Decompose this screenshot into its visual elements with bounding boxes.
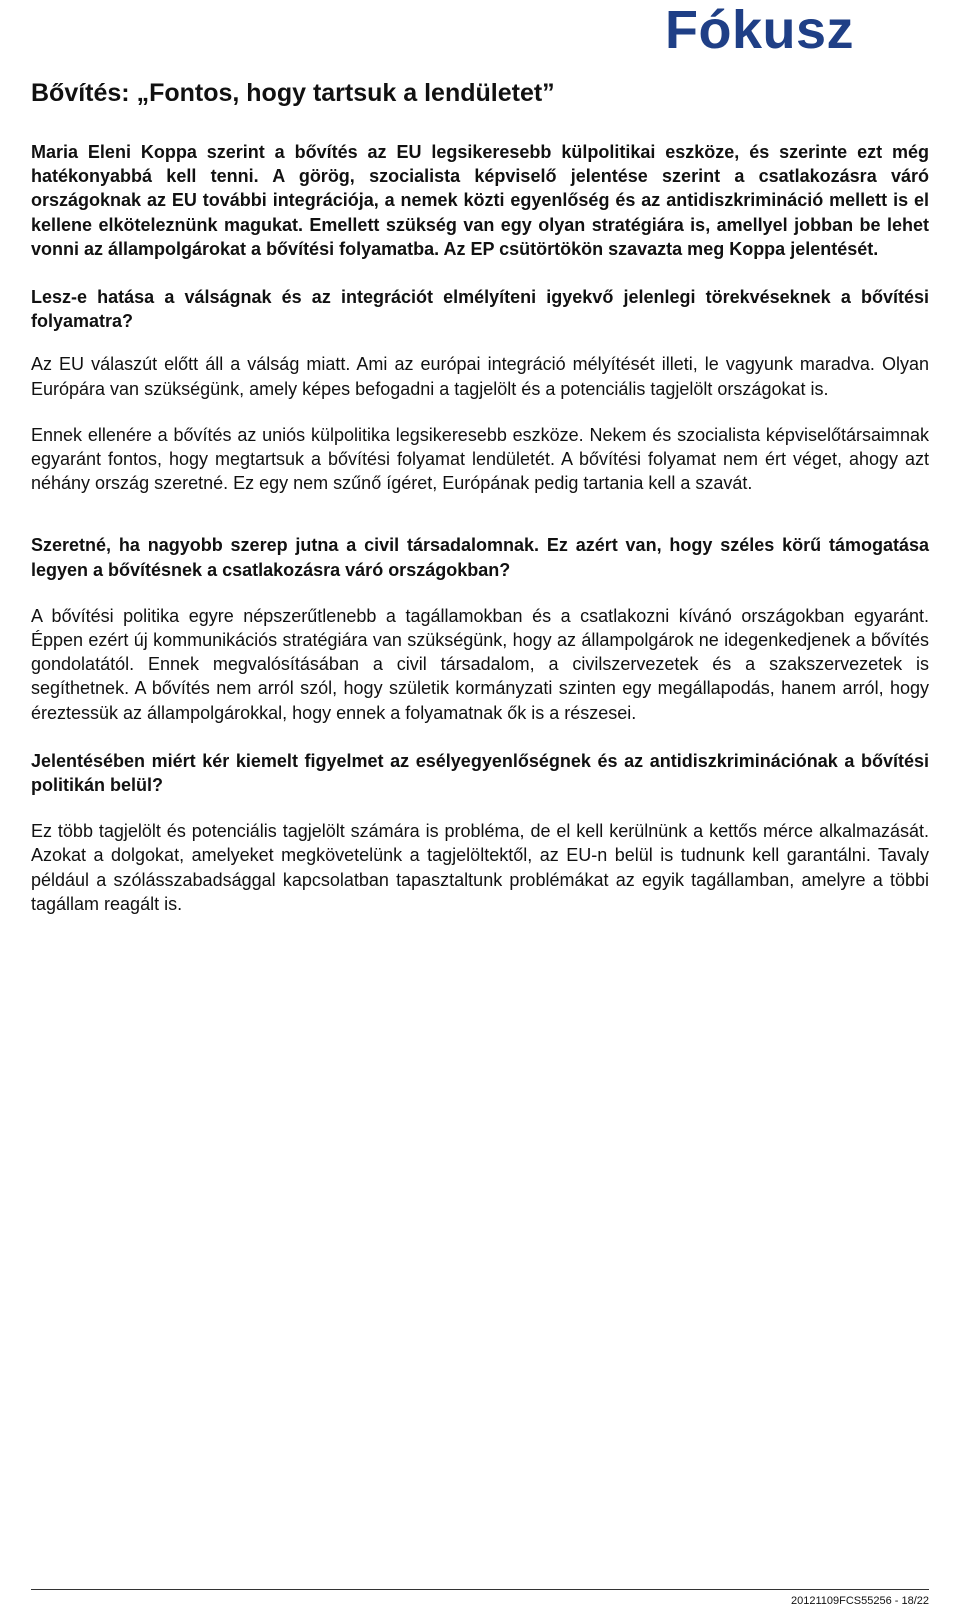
lead-paragraph: Maria Eleni Koppa szerint a bővítés az EU legsikeresebb külpolitikai eszköze, és szerinte ezt még hatékonyabbá kell tenni. A görög, szocialista képviselő jelentése szerint a csatlakozásra váró országoknak az EU további integrációja, a nemek közti egyenlőség és az antidiszkrimináció mellett is el kellene elköteleznünk magukat. Emellett szükség van egy olyan stratégiára is, amellyel jobban be lehet vonni az állampolgárokat a bővítési folyamatba. Az EP csütörtökön szavazta meg Koppa jelentését. xyxy=(31,142,929,259)
interview-question-1: Lesz-e hatása a válságnak és az integrációt elmélyíteni igyekvő jelenlegi törekvéseknek a bővítési folyamatra? xyxy=(31,287,929,332)
interview-answer-3: Ez több tagjelölt és potenciális tagjelölt számára is probléma, de el kell kerülnünk a kettős mérce alkalmazását. Azokat a dolgokat, amelyeket megkövetelünk a tagjelöltektől, az EU-n belül is tudnunk kell garantálni. Tavaly például a szólásszabadsággal kapcsolatban tapasztaltunk problémákat az egyik tagállamban, amelyre a többi tagállam reagált is. xyxy=(31,821,929,914)
interview-answer-1-paragraph-2: Ennek ellenére a bővítés az uniós külpolitika legsikeresebb eszköze. Nekem és szocialista képviselőtársaimnak egyaránt fontos, hogy megtartsuk a bővítési folyamat lendületét. A bővítési folyamat nem ért véget, ahogy azt néhány ország szeretné. Ez egy nem szűnő ígéret, Európának pedig tartania kell a szavát. xyxy=(31,424,929,494)
interview-answer-2: A bővítési politika egyre népszerűtlenebb a tagállamokban és a csatlakozni kívánó országokban egyaránt. Éppen ezért új kommunikációs stratégiára van szükségünk, hogy az állampolgárok ne idegenkedjenek a bővítés gondolatától. Ennek megvalósításában a civil társadalom, a civilszervezetek és a szakszervezetek is segíthetnek. A bővítés nem arról szól, hogy születik kormányzati szinten egy megállapodás, hanem arról, hogy éreztessük az állampolgárokkal, hogy ennek a folyamatnak ők is a részesei. xyxy=(31,605,929,723)
article-title: Bővítés: „Fontos, hogy tartsuk a lendületet” xyxy=(31,79,555,107)
article-body xyxy=(31,140,929,916)
footer-divider xyxy=(31,1589,929,1590)
section-label: Fókusz xyxy=(664,0,854,60)
footer-page-reference: 20121109FCS55256 - 18/22 xyxy=(790,1595,929,1607)
interview-question-2: Szeretné, ha nagyobb szerep jutna a civil társadalomnak. Ez azért van, hogy széles körű támogatása legyen a bővítésnek a csatlakozásra váró országokban? xyxy=(31,535,929,580)
interview-question-3: Jelentésében miért kér kiemelt figyelmet az esélyegyenlőségnek és az antidiszkriminációnak a bővítési politikán belül? xyxy=(31,750,929,796)
interview-answer-1-paragraph-1: Az EU válaszút előtt áll a válság miatt. Ami az európai integráció mélyítését illeti, le vagyunk maradva. Olyan Európára van szükségünk, amely képes befogadni a tagjelölt és a potenciális tagjelölt országokat is. xyxy=(31,354,929,399)
